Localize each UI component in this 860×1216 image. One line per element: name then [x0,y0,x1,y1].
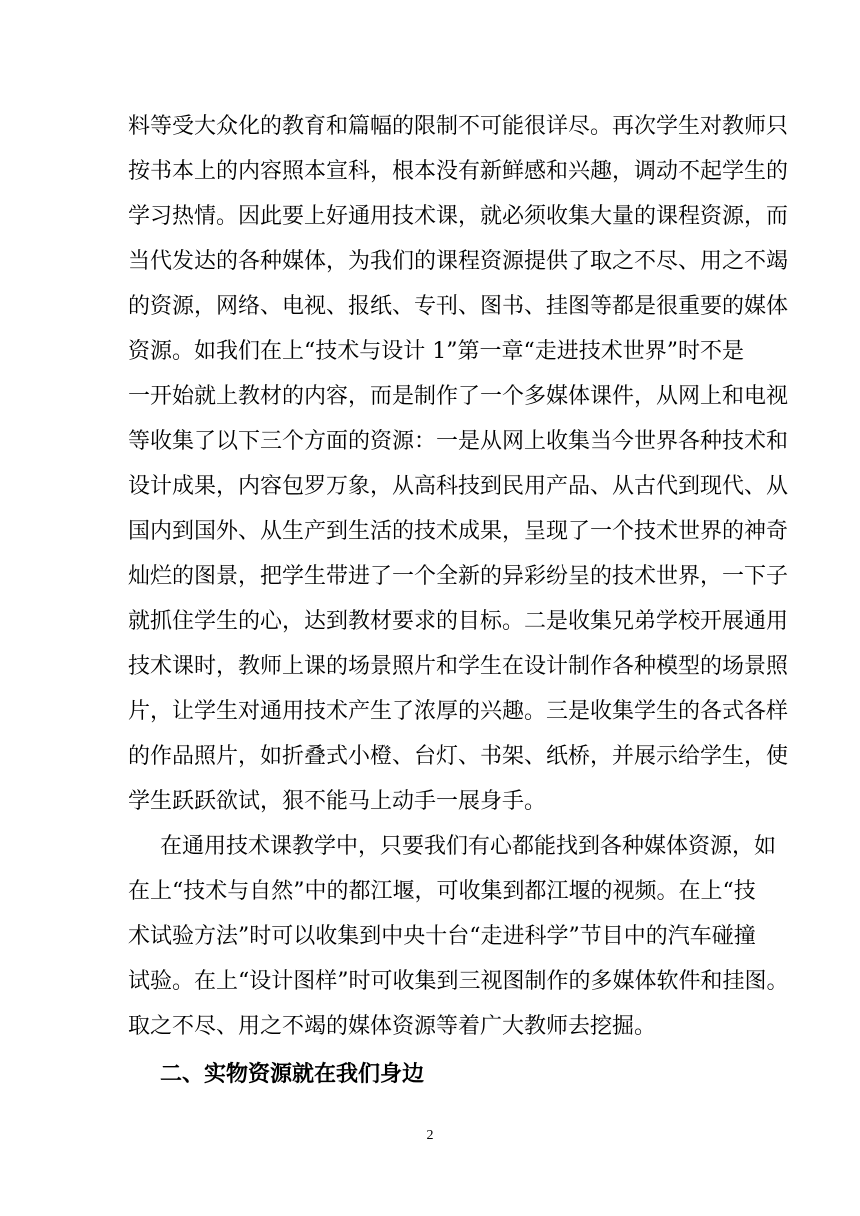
paragraph-line: 术试验方法”时可以收集到中央十台“走进科学”节目中的汽车碰撞 [128,924,756,949]
paragraph-line: 技术课时，教师上课的场景照片和学生在设计制作各种模型的场景照 [128,654,789,679]
section-heading: 二、实物资源就在我们身边 [160,1061,425,1087]
paragraph-line: 学生跃跃欲试，狠不能马上动手一展身手。 [128,789,547,814]
paragraph-line: 片，让学生对通用技术产生了浓厚的兴趣。三是收集学生的各式各样 [128,699,789,724]
paragraph-line: 就抓住学生的心，达到教材要求的目标。二是收集兄弟学校开展通用 [128,609,789,634]
paragraph-line: 资源。如我们在上“技术与设计 1”第一章“走进技术世界”时不是 [128,339,744,364]
paragraph-line: 取之不尽、用之不竭的媒体资源等着广大教师去挖掘。 [128,1014,657,1039]
page-number: 2 [426,1128,434,1143]
paragraph-line: 国内到国外、从生产到生活的技术成果，呈现了一个技术世界的神奇 [128,519,789,544]
paragraph-line: 一开始就上教材的内容，而是制作了一个多媒体课件，从网上和电视 [128,384,789,409]
paragraph-line: 设计成果，内容包罗万象，从高科技到民用产品、从古代到现代、从 [128,474,789,499]
paragraph-line: 等收集了以下三个方面的资源：一是从网上收集当今世界各种技术和 [128,429,789,454]
paragraph-line: 在上“技术与自然”中的都江堰，可收集到都江堰的视频。在上“技 [128,879,756,904]
paragraph-line: 按书本上的内容照本宣科，根本没有新鲜感和兴趣，调动不起学生的 [128,159,789,184]
paragraph-line: 的资源，网络、电视、报纸、专刊、图书、挂图等都是很重要的媒体 [128,294,789,319]
paragraph-line: 灿烂的图景，把学生带进了一个全新的异彩纷呈的技术世界，一下子 [128,564,789,589]
paragraph-line: 在通用技术课教学中，只要我们有心都能找到各种媒体资源，如 [160,834,777,859]
paragraph-line: 的作品照片，如折叠式小橙、台灯、书架、纸桥，并展示给学生，使 [128,744,789,769]
paragraph-line: 学习热情。因此要上好通用技术课，就必须收集大量的课程资源，而 [128,204,789,229]
paragraph-line: 当代发达的各种媒体，为我们的课程资源提供了取之不尽、用之不竭 [128,249,789,274]
paragraph-line: 料等受大众化的教育和篇幅的限制不可能很详尽。再次学生对教师只 [128,114,789,139]
paragraph-line: 试验。在上“设计图样”时可收集到三视图制作的多媒体软件和挂图。 [128,969,789,994]
